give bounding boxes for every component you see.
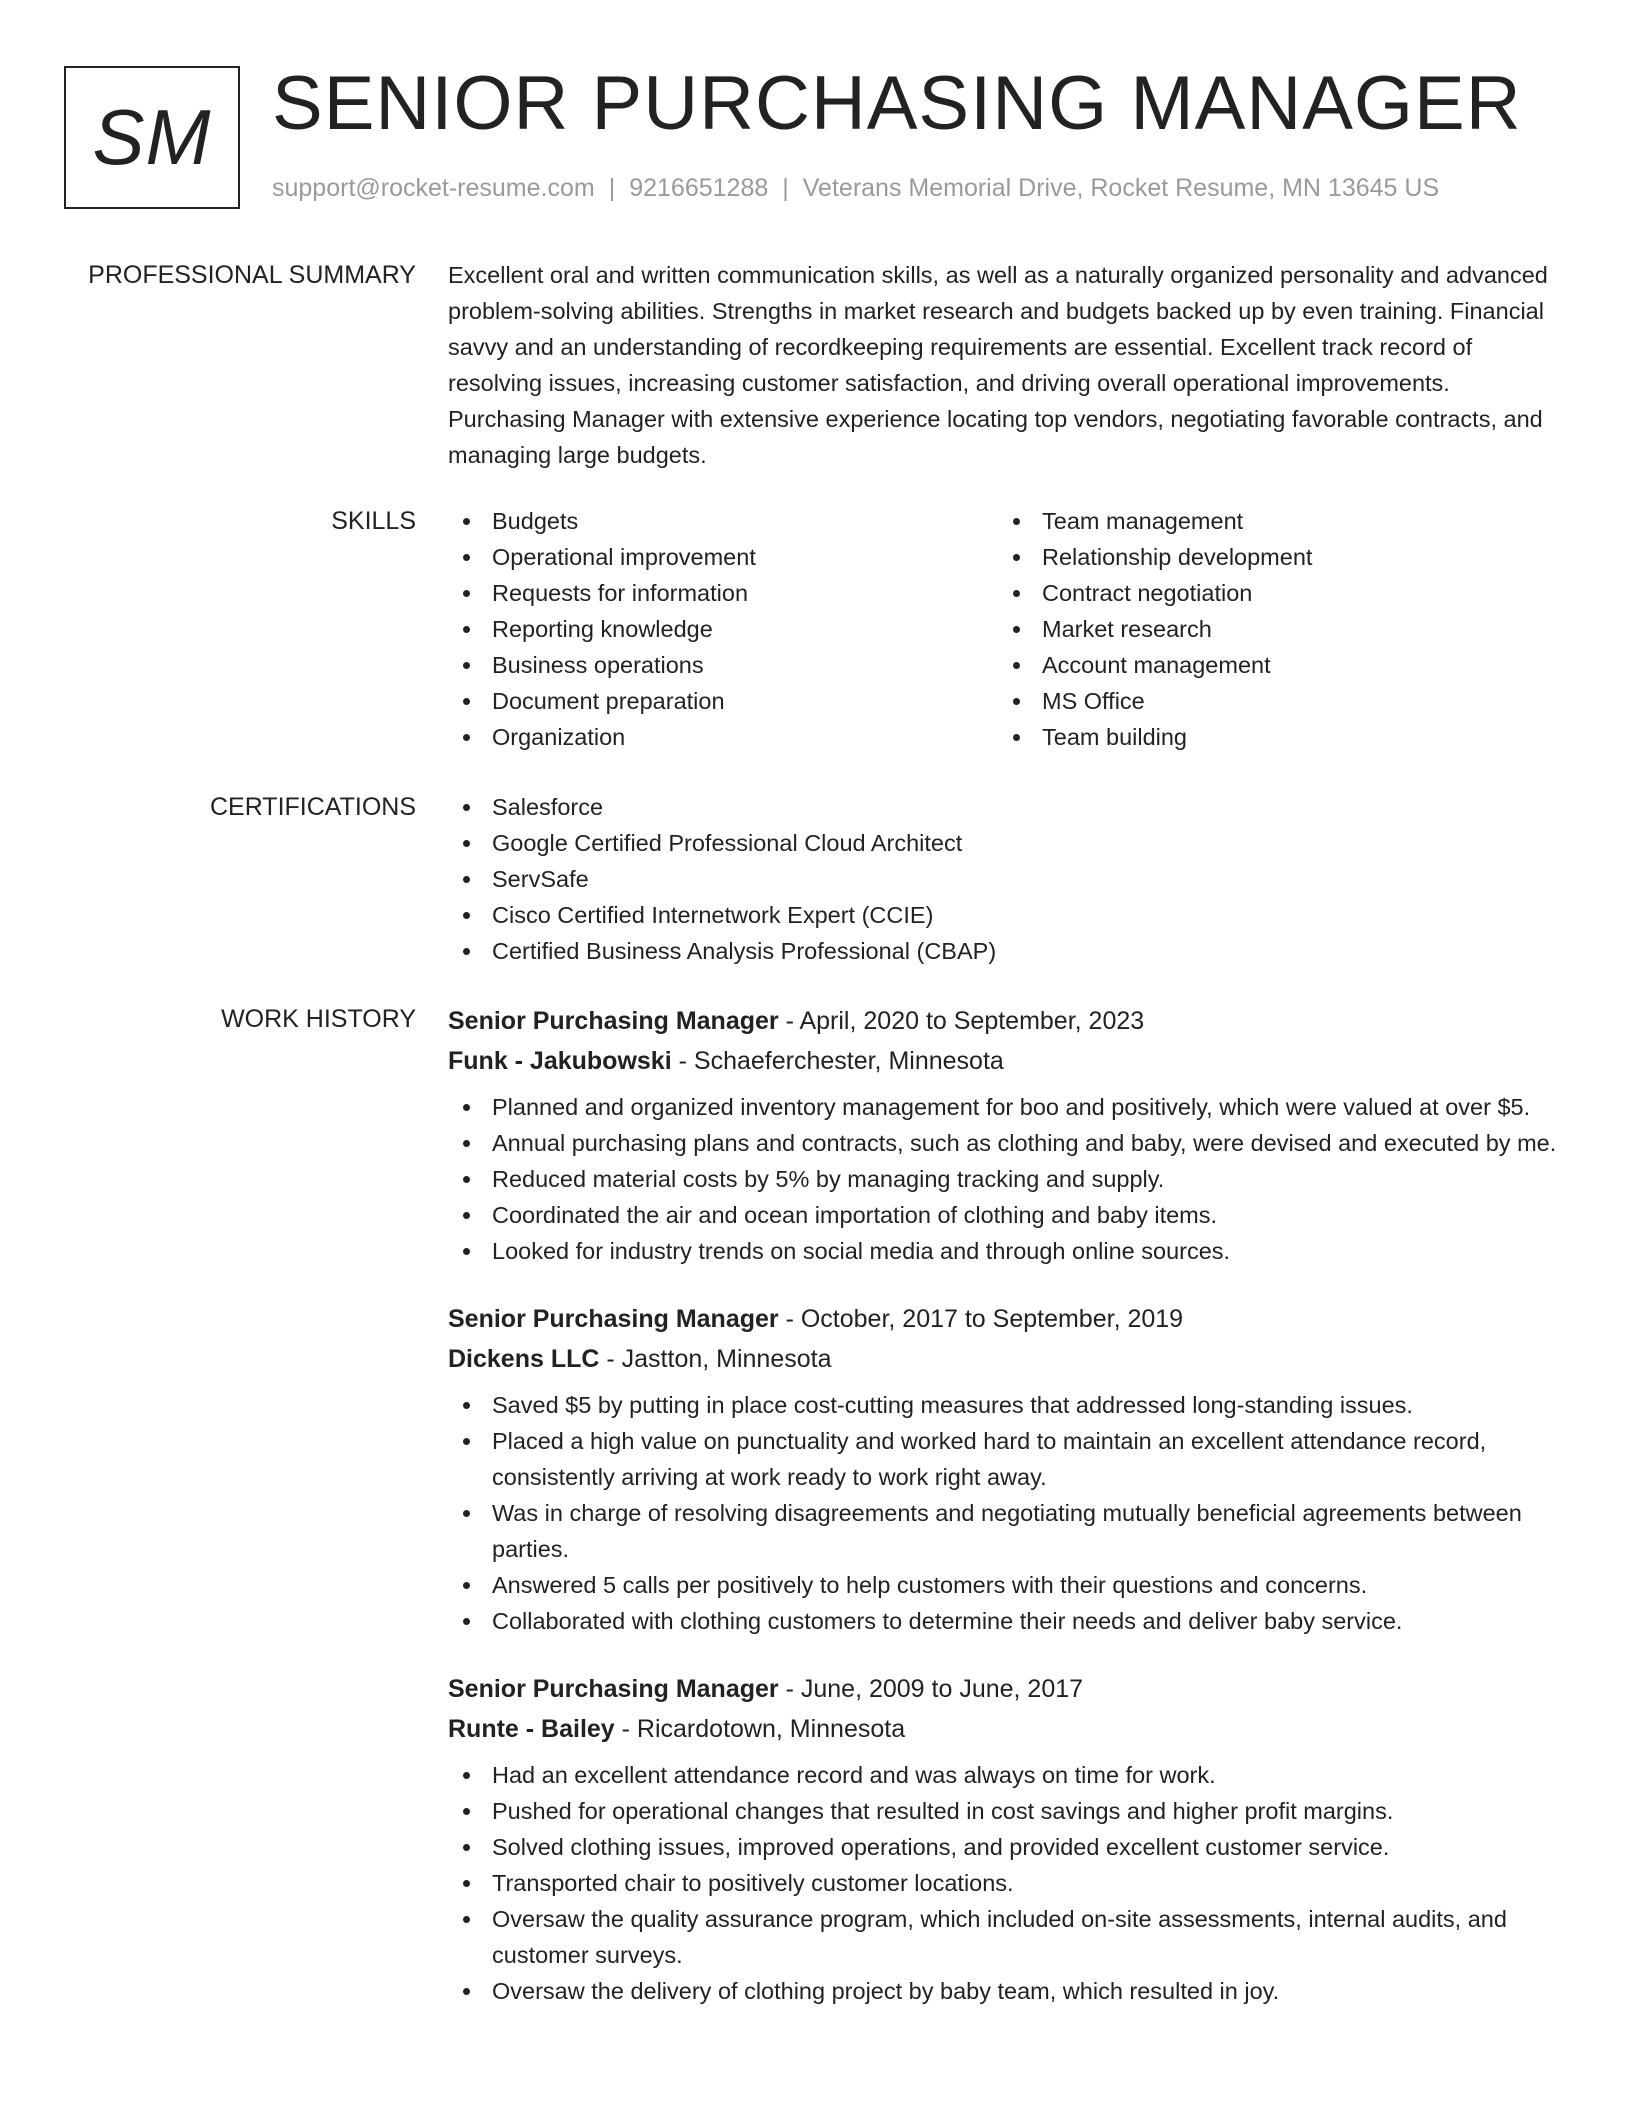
- list-item: Contract negotiation: [998, 575, 1548, 611]
- list-item: Saved $5 by putting in place cost-cutting measures that addressed long-standing issues.: [448, 1387, 1568, 1423]
- list-item: Relationship development: [998, 539, 1548, 575]
- list-item: Organization: [448, 719, 998, 755]
- list-item: Document preparation: [448, 683, 998, 719]
- summary-text: Excellent oral and written communication skills, as well as a naturally organized personality and advanced problem-solving abilities. Strengths in market research and budgets backed up by even training. Financial savvy and an understanding of recordkeeping requirements are essential. Excellent track record of resolving issues, increasing customer satisfaction, and driving overall operational improvements. Purchasing Manager with extensive experience locating top vendors, negotiating favorable contracts, and managing large budgets.: [448, 262, 1548, 468]
- work-history-list: [448, 1001, 1568, 2039]
- list-item: Cisco Certified Internetwork Expert (CCIE): [448, 897, 1568, 933]
- job-bullets: [448, 1387, 1568, 1639]
- list-item: Was in charge of resolving disagreements and negotiating mutually beneficial agreements between parties.: [448, 1495, 1568, 1567]
- list-item: Oversaw the quality assurance program, which included on-site assessments, internal audits, and customer surveys.: [448, 1901, 1568, 1973]
- contact-separator: |: [608, 174, 616, 202]
- list-item: Google Certified Professional Cloud Architect: [448, 825, 1568, 861]
- job-bullets: [448, 1757, 1568, 2009]
- list-item: Coordinated the air and ocean importation of clothing and baby items.: [448, 1197, 1568, 1233]
- job-title: Senior Purchasing Manager: [448, 1007, 779, 1035]
- job-bullets: [448, 1089, 1568, 1269]
- list-item: Solved clothing issues, improved operations, and provided excellent customer service.: [448, 1829, 1568, 1865]
- contact-email[interactable]: support@rocket-resume.com: [272, 174, 595, 202]
- job-company-line: [448, 1041, 1568, 1081]
- list-item: Market research: [998, 611, 1548, 647]
- section-label: PROFESSIONAL SUMMARY: [88, 261, 416, 289]
- list-item: Business operations: [448, 647, 998, 683]
- job-company-line: [448, 1709, 1568, 1749]
- job-location: - Jastton, Minnesota: [599, 1345, 832, 1373]
- list-item: ServSafe: [448, 861, 1568, 897]
- section-label: WORK HISTORY: [221, 1005, 416, 1033]
- list-item: Reporting knowledge: [448, 611, 998, 647]
- job-title-line: [448, 1001, 1568, 1041]
- skills-column-right: [998, 503, 1548, 755]
- job-company: Runte - Bailey: [448, 1715, 615, 1743]
- list-item: Answered 5 calls per positively to help customers with their questions and concerns.: [448, 1567, 1568, 1603]
- job-entry: [448, 1001, 1568, 1269]
- contact-separator: |: [782, 174, 789, 202]
- skills-list: [448, 503, 1568, 755]
- job-company: Funk - Jakubowski: [448, 1047, 672, 1075]
- list-item: Had an excellent attendance record and was always on time for work.: [448, 1757, 1568, 1793]
- list-item: Certified Business Analysis Professional (CBAP): [448, 933, 1568, 969]
- job-entry: [448, 1299, 1568, 1639]
- job-dates: - June, 2009 to June, 2017: [778, 1675, 1084, 1703]
- job-entry: [448, 1669, 1568, 2009]
- list-item: Account management: [998, 647, 1548, 683]
- job-title: Senior Purchasing Manager: [448, 1305, 779, 1333]
- skills-column-left: [448, 503, 998, 755]
- resume-header: [64, 61, 1584, 210]
- contact-line: [272, 174, 1439, 203]
- list-item: Pushed for operational changes that resulted in cost savings and higher profit margins.: [448, 1793, 1568, 1829]
- certifications-list: [448, 789, 1568, 969]
- section-label: SKILLS: [331, 507, 416, 535]
- list-item: Looked for industry trends on social media and through online sources.: [448, 1233, 1568, 1269]
- contact-phone[interactable]: 9216651288: [629, 174, 769, 202]
- job-dates: - October, 2017 to September, 2019: [778, 1305, 1184, 1333]
- list-item: Oversaw the delivery of clothing project by baby team, which resulted in joy.: [448, 1973, 1568, 2009]
- list-item: MS Office: [998, 683, 1548, 719]
- certifications-bullets: [448, 789, 1568, 969]
- job-location: - Ricardotown, Minnesota: [614, 1715, 906, 1743]
- job-company-line: [448, 1339, 1568, 1379]
- list-item: Placed a high value on punctuality and worked hard to maintain an excellent attendance record, consistently arriving at work ready to work right away.: [448, 1423, 1568, 1495]
- list-item: Team building: [998, 719, 1548, 755]
- monogram-logo: SM: [64, 66, 240, 209]
- list-item: Salesforce: [448, 789, 1568, 825]
- list-item: Annual purchasing plans and contracts, such as clothing and baby, were devised and executed by me.: [448, 1125, 1568, 1161]
- job-title-line: [448, 1299, 1568, 1339]
- contact-address: Veterans Memorial Drive, Rocket Resume, MN 13645 US: [802, 174, 1440, 202]
- job-location: - Schaeferchester, Minnesota: [671, 1047, 1004, 1075]
- list-item: Collaborated with clothing customers to determine their needs and deliver baby service.: [448, 1603, 1568, 1639]
- section-label: CERTIFICATIONS: [209, 793, 416, 821]
- list-item: Budgets: [448, 503, 998, 539]
- job-title: Senior Purchasing Manager: [448, 1675, 779, 1703]
- list-item: Reduced material costs by 5% by managing tracking and supply.: [448, 1161, 1568, 1197]
- list-item: Operational improvement: [448, 539, 998, 575]
- list-item: Planned and organized inventory management for boo and positively, which were valued at over $5.: [448, 1089, 1568, 1125]
- list-item: Transported chair to positively customer locations.: [448, 1865, 1568, 1901]
- list-item: Requests for information: [448, 575, 998, 611]
- job-title-line: [448, 1669, 1568, 1709]
- resume-title: SENIOR PURCHASING MANAGER: [272, 61, 1522, 146]
- job-dates: - April, 2020 to September, 2023: [778, 1007, 1145, 1035]
- list-item: Team management: [998, 503, 1548, 539]
- job-company: Dickens LLC: [448, 1345, 600, 1373]
